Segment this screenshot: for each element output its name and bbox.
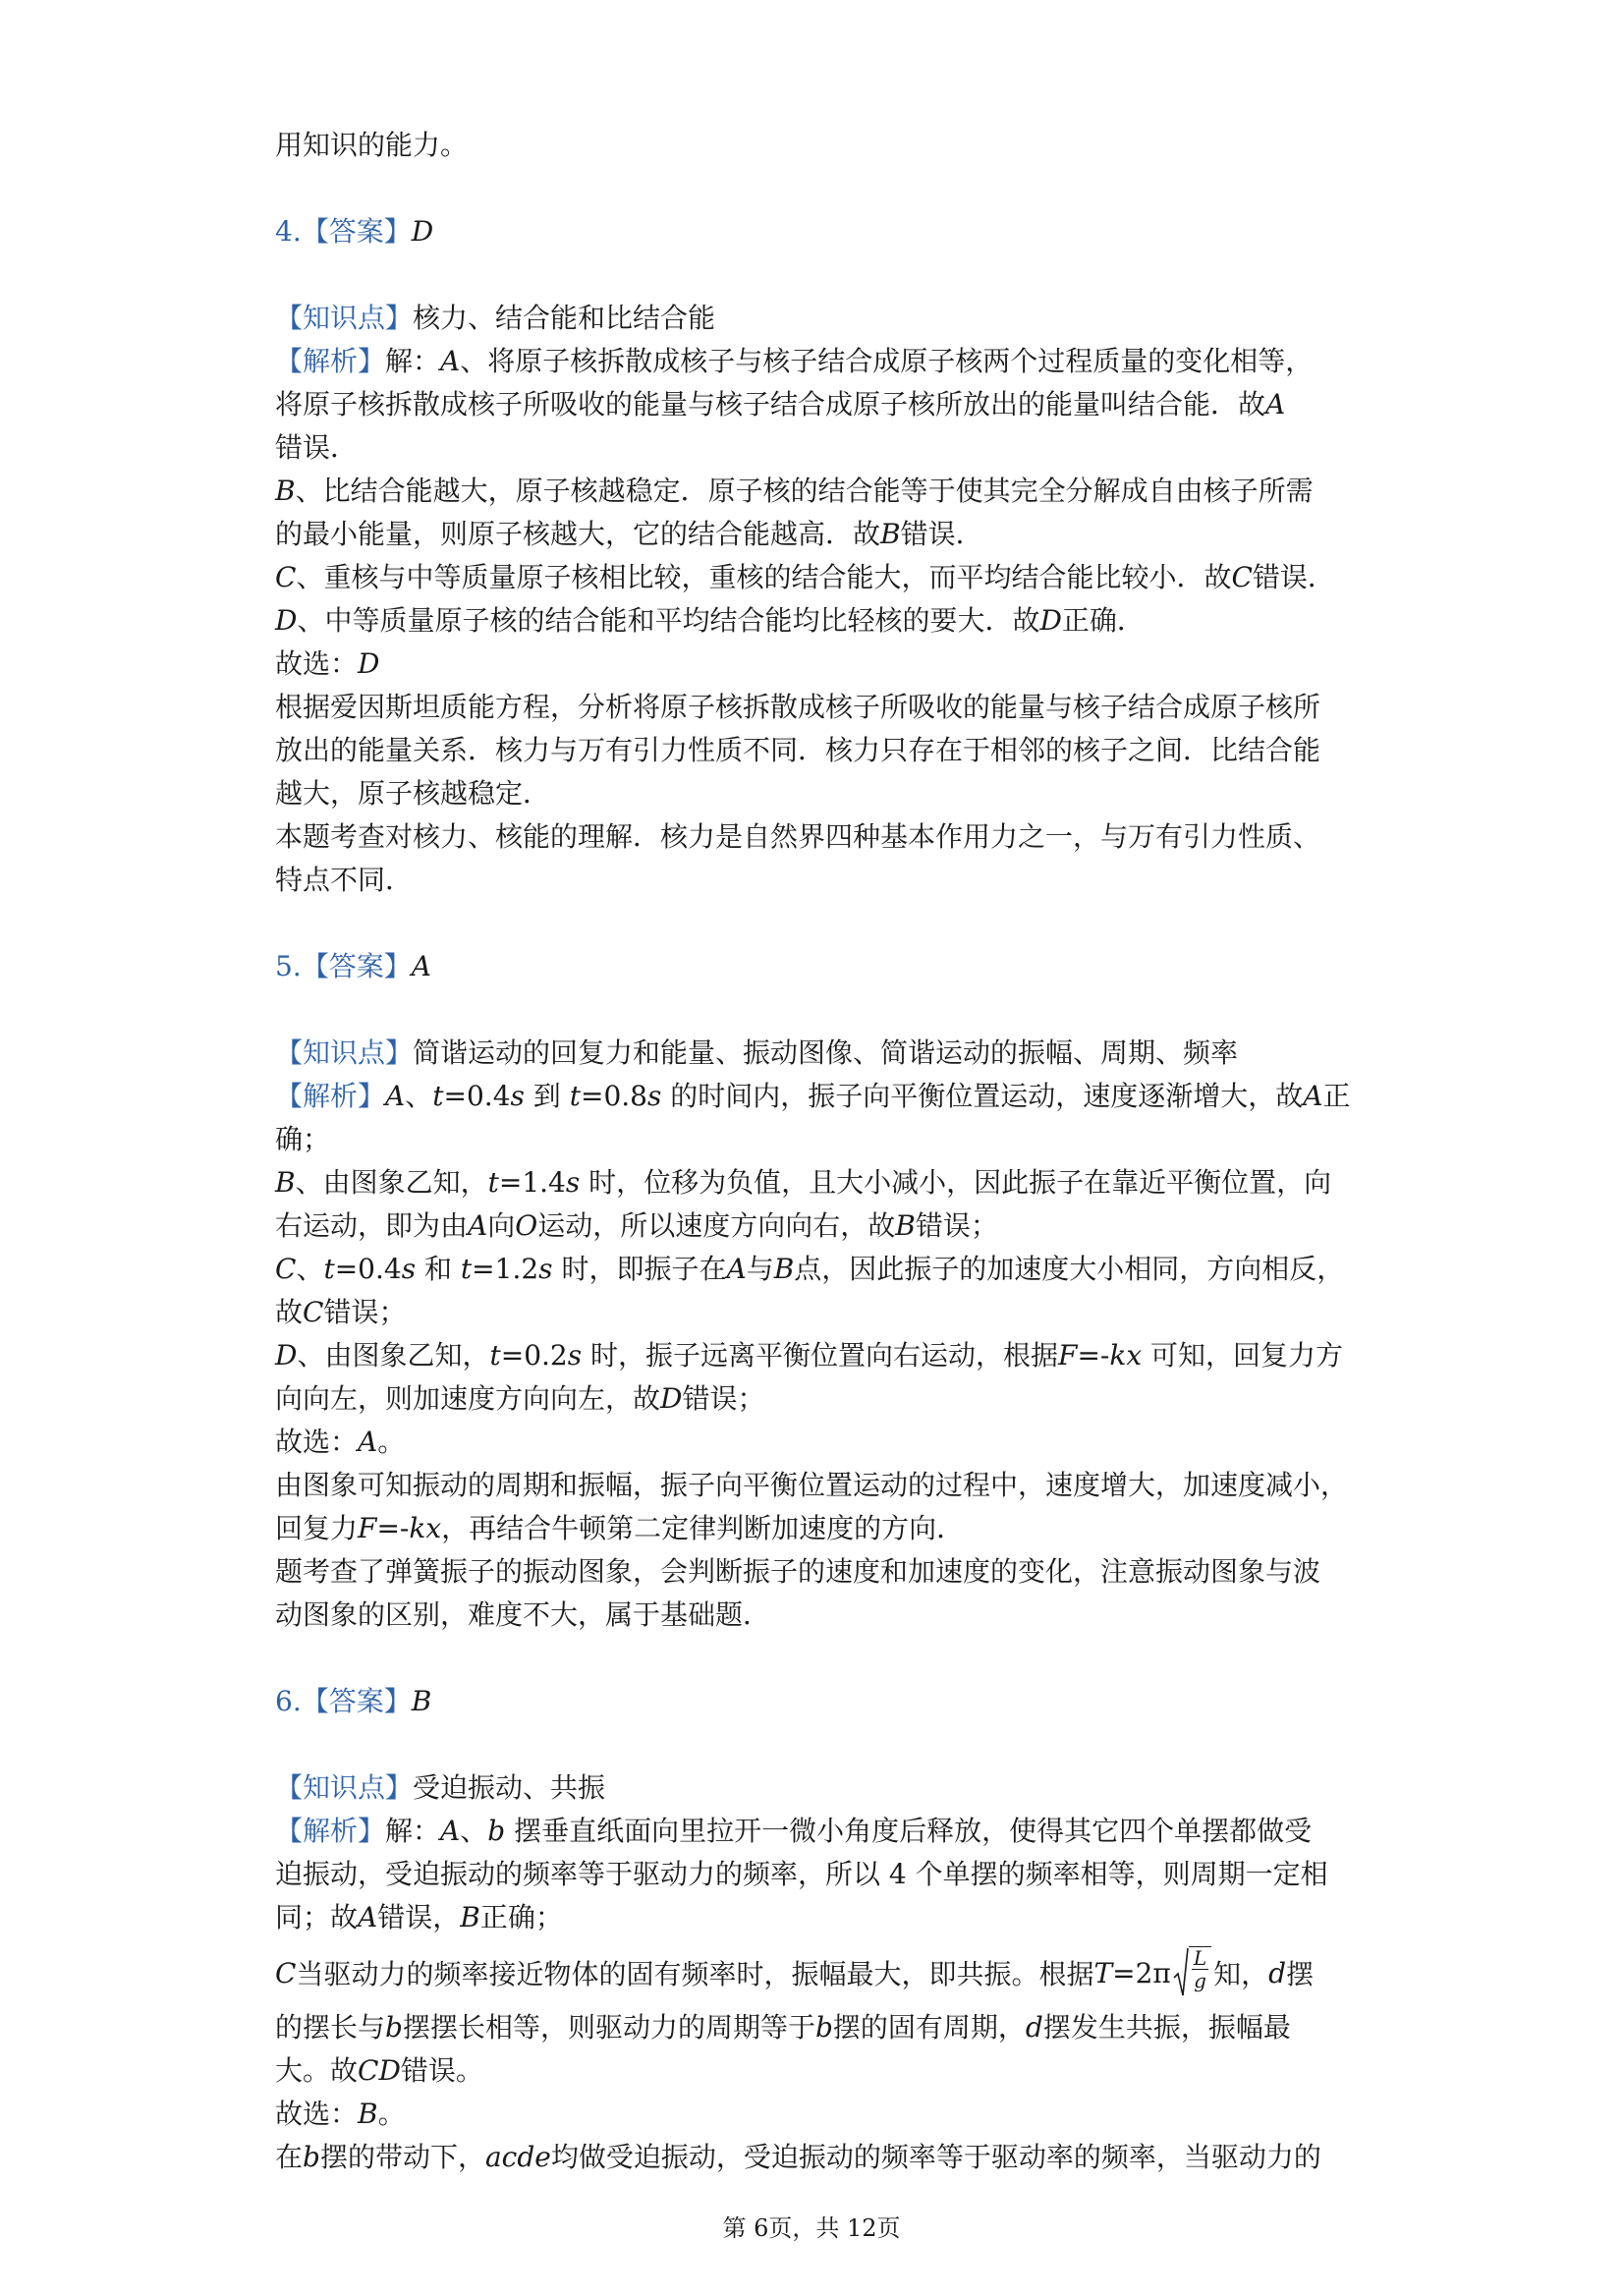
square-root — [1173, 1946, 1211, 1999]
symbol: s — [567, 1339, 583, 1372]
text: 的摆长与 — [275, 2011, 386, 2044]
text-line — [275, 513, 1366, 556]
text-line — [275, 426, 1366, 470]
knowledge-point-4 — [275, 297, 1366, 340]
text-line — [275, 1334, 1366, 1377]
answer-value: B — [411, 1685, 432, 1717]
analysis-label: 【解析】 — [275, 1080, 386, 1112]
symbol: b — [303, 2141, 320, 2173]
text: 、比结合能越大，原子核越稳定．原子核的结合能等于使其完全分解成自由核子所需 — [295, 475, 1314, 507]
knowledge-text: 简谐运动的回复力和能量、振动图像、简谐运动的振幅、周期、频率 — [413, 1036, 1239, 1069]
symbol: b — [814, 2011, 833, 2044]
symbol: kx — [409, 1512, 442, 1544]
text: 解： — [385, 1815, 441, 1847]
text: 点，因此振子的加速度大小相同，方向相反， — [794, 1253, 1345, 1285]
analysis-line — [275, 1810, 1366, 1853]
text: 时，振子远离平衡位置向右运动，根据 — [582, 1339, 1059, 1372]
text: ，再结合牛顿第二定律判断加速度的方向． — [441, 1512, 965, 1544]
text-line — [275, 2136, 1366, 2179]
text: =0.4 — [334, 1253, 402, 1285]
text: 用知识的能力。 — [275, 129, 469, 161]
symbol: t — [569, 1080, 581, 1112]
symbol: T — [1093, 1956, 1113, 1989]
symbol: D — [1039, 604, 1062, 637]
text: 越大，原子核越稳定． — [275, 777, 551, 810]
text: 运动，所以速度方向向右，故 — [537, 1209, 896, 1242]
knowledge-point-6 — [275, 1766, 1366, 1810]
text: 时，即振子在 — [552, 1253, 727, 1285]
symbol: acde — [484, 2141, 551, 2173]
text: =1.2 — [472, 1253, 539, 1285]
text: 故选： — [275, 647, 359, 680]
text-line — [275, 1204, 1366, 1248]
symbol: B — [895, 1209, 916, 1242]
text: 解： — [385, 345, 441, 377]
text: 正确． — [1061, 604, 1145, 637]
symbol: D — [275, 604, 298, 637]
symbol: A — [358, 1901, 378, 1933]
text-line — [275, 1377, 1366, 1421]
text: 错误． — [1252, 561, 1335, 593]
symbol: B — [275, 1166, 296, 1199]
text: =- — [1077, 1339, 1110, 1372]
symbol: F — [358, 1512, 377, 1544]
text: 回复力 — [275, 1512, 359, 1544]
text-line — [275, 1248, 1366, 1291]
text: 时，位移为负值，且大小减小，因此振子在靠近平衡位置，向 — [580, 1166, 1332, 1199]
text: 的最小能量，则原子核越大，它的结合能越高．故 — [275, 518, 881, 550]
symbol: A — [385, 1080, 406, 1112]
text: 向向左，则加速度方向向左，故 — [275, 1382, 661, 1415]
text: 大。故 — [275, 2054, 359, 2087]
text-line — [275, 556, 1366, 599]
symbol: C — [1231, 561, 1253, 593]
text: 、重核与中等质量原子核相比较，重核的结合能大，而平均结合能比较小．故 — [296, 561, 1232, 593]
text: 。 — [377, 1426, 406, 1458]
text: 错误． — [900, 518, 983, 550]
symbol: A — [726, 1253, 747, 1285]
answer-heading-6 — [275, 1680, 1366, 1723]
text-line — [275, 1853, 1366, 1896]
symbol: A — [1303, 1080, 1323, 1112]
fraction — [1189, 1946, 1211, 1999]
knowledge-point-5 — [275, 1032, 1366, 1075]
text: 在 — [275, 2141, 304, 2173]
text: 摆垂直纸面向里拉开一微小角度后释放，使得其它四个单摆都做受 — [505, 1815, 1313, 1847]
text: 向 — [487, 1209, 516, 1242]
symbol: F — [1058, 1339, 1078, 1372]
text: 错误。 — [400, 2054, 483, 2087]
symbol: O — [515, 1209, 538, 1242]
symbol: D — [660, 1382, 683, 1415]
text-line — [275, 729, 1366, 772]
analysis-line — [275, 340, 1366, 383]
text: 根据爱因斯坦质能方程，分析将原子核拆散成核子所吸收的能量与核子结合成原子核所 — [275, 691, 1321, 723]
symbol: kx — [1109, 1339, 1143, 1372]
text: 故选： — [275, 1426, 359, 1458]
symbol: CD — [358, 2054, 401, 2087]
symbol: d — [1268, 1956, 1287, 1989]
text: 错误； — [682, 1382, 765, 1415]
text-line — [275, 1550, 1366, 1594]
text: =0.2 — [500, 1339, 568, 1372]
symbol: t — [323, 1253, 335, 1285]
knowledge-label: 【知识点】 — [275, 1036, 414, 1069]
text-line — [275, 686, 1366, 729]
text-line — [275, 859, 1366, 902]
denominator: g — [1194, 1969, 1206, 1992]
symbol: B — [880, 518, 901, 550]
knowledge-text: 受迫振动、共振 — [413, 1771, 606, 1804]
answer-value: D — [411, 215, 434, 248]
analysis-line — [275, 1075, 1366, 1118]
symbol: C — [303, 1296, 324, 1328]
symbol: A — [440, 345, 461, 377]
text: 、中等质量原子核的结合能和平均结合能均比轻核的要大．故 — [297, 604, 1040, 637]
symbol: s — [646, 1080, 662, 1112]
text: 和 — [416, 1253, 461, 1285]
text-line — [275, 1464, 1366, 1507]
text: 与 — [746, 1253, 774, 1285]
symbol: C — [275, 1956, 297, 1989]
answer-label: 【答案】 — [301, 950, 412, 982]
text-line — [275, 815, 1366, 859]
text: 迫振动，受迫振动的频率等于驱动力的频率，所以 4 个单摆的频率相等，则周期一定相 — [275, 1858, 1328, 1890]
text: 、 — [296, 1253, 324, 1285]
text: 确； — [275, 1123, 331, 1155]
symbol: B — [460, 1901, 480, 1933]
text: =0.8 — [580, 1080, 647, 1112]
analysis-label: 【解析】 — [275, 1815, 386, 1847]
answer-heading-5 — [275, 945, 1366, 988]
answer-value: A — [411, 950, 431, 982]
text: 特点不同． — [275, 864, 414, 896]
symbol: d — [1025, 2011, 1043, 2044]
radical-sign-icon — [1173, 1946, 1189, 1999]
symbol: C — [275, 561, 297, 593]
text: 、 — [460, 1815, 488, 1847]
symbol: t — [487, 1166, 499, 1199]
text: 知， — [1213, 1958, 1269, 1990]
text: =2π — [1112, 1956, 1171, 1989]
text: 错误． — [275, 431, 359, 464]
symbol: s — [401, 1253, 417, 1285]
symbol: s — [510, 1080, 525, 1112]
symbol: B — [773, 1253, 795, 1285]
symbol: t — [489, 1339, 501, 1372]
text: 故选： — [275, 2098, 359, 2130]
text: 摆发生共振，振幅最 — [1042, 2011, 1291, 2044]
text-line — [275, 1594, 1366, 1637]
text: 本题考查对核力、核能的理解．核力是自然界四种基本作用力之一，与万有引力性质、 — [275, 820, 1321, 853]
text-line — [275, 470, 1366, 513]
text-line — [275, 2093, 1366, 2136]
text-line — [275, 772, 1366, 815]
text: 错误； — [915, 1209, 998, 1242]
text: 。 — [377, 2098, 406, 2130]
text: 右运动，即为由 — [275, 1209, 469, 1242]
symbol: t — [432, 1080, 444, 1112]
text: =1.4 — [498, 1166, 566, 1199]
text-line — [275, 2049, 1366, 2093]
text-line — [275, 1161, 1366, 1204]
symbol: A — [440, 1815, 461, 1847]
text: 放出的能量关系．核力与万有引力性质不同．核力只存在于相邻的核子之间．比结合能 — [275, 734, 1321, 766]
symbol: B — [358, 2098, 378, 2130]
text: 由图象可知振动的周期和振幅，振子向平衡位置运动的过程中，速度增大，加速度减小， — [275, 1469, 1349, 1501]
text: 动图象的区别，难度不大，属于基础题． — [275, 1598, 771, 1631]
text: 的时间内，振子向平衡位置运动，速度逐渐增大，故 — [661, 1080, 1304, 1112]
text-line — [275, 2006, 1366, 2049]
text: =- — [376, 1512, 410, 1544]
question-number: 5. — [275, 950, 302, 982]
knowledge-text: 核力、结合能和比结合能 — [413, 302, 716, 334]
text-line — [275, 1507, 1366, 1550]
page-footer: 第 6页，共 12页 — [722, 2214, 901, 2242]
text-line — [275, 1896, 1366, 1939]
text-line — [275, 643, 1366, 686]
text: 、将原子核拆散成核子与核子结合成原子核两个过程质量的变化相等， — [460, 345, 1314, 377]
numerator: L — [1193, 1946, 1207, 1970]
symbol: D — [358, 647, 380, 680]
symbol: A — [358, 1426, 378, 1458]
text: 题考查了弹簧振子的振动图象，会判断振子的速度和加速度的变化，注意振动图象与波 — [275, 1555, 1321, 1588]
text: 到 — [524, 1080, 570, 1112]
question-number: 6. — [275, 1685, 302, 1717]
answer-heading-4 — [275, 210, 1366, 253]
text: 均做受迫振动，受迫振动的频率等于驱动率的频率，当驱动力的 — [550, 2141, 1321, 2173]
text-line — [275, 124, 1366, 167]
text-line — [275, 1291, 1366, 1334]
symbol: A — [1265, 388, 1286, 420]
text: 、由图象乙知， — [295, 1166, 488, 1199]
text: 摆 — [1286, 1958, 1315, 1990]
text: 摆的带动下， — [319, 2141, 485, 2173]
text: 、 — [405, 1080, 433, 1112]
symbol: s — [538, 1253, 553, 1285]
text: 、由图象乙知， — [297, 1339, 490, 1372]
formula-line — [275, 1939, 1366, 2006]
analysis-label: 【解析】 — [275, 345, 386, 377]
symbol: s — [565, 1166, 581, 1199]
text: 摆摆长相等，则驱动力的周期等于 — [402, 2011, 815, 2044]
symbol: B — [275, 475, 296, 507]
symbol: t — [460, 1253, 473, 1285]
text: 错误； — [323, 1296, 407, 1328]
symbol: b — [385, 2011, 403, 2044]
answer-label: 【答案】 — [301, 1685, 412, 1717]
text-line — [275, 383, 1366, 426]
knowledge-label: 【知识点】 — [275, 1771, 414, 1804]
question-number: 4. — [275, 215, 302, 248]
symbol: D — [275, 1339, 298, 1372]
text-line — [275, 1421, 1366, 1464]
text-line — [275, 1118, 1366, 1161]
text: 错误， — [377, 1901, 461, 1933]
knowledge-label: 【知识点】 — [275, 302, 414, 334]
text: 当驱动力的频率接近物体的固有频率时，振幅最大，即共振。根据 — [296, 1958, 1094, 1990]
answer-label: 【答案】 — [301, 215, 412, 248]
symbol: A — [468, 1209, 488, 1242]
text: 将原子核拆散成核子所吸收的能量与核子结合成原子核所放出的能量叫结合能．故 — [275, 388, 1266, 420]
page-content — [275, 124, 1366, 2179]
text: =0.4 — [443, 1080, 511, 1112]
text-line — [275, 599, 1366, 643]
text: 摆的固有周期， — [832, 2011, 1026, 2044]
text: 正 — [1322, 1080, 1351, 1112]
symbol: C — [275, 1253, 297, 1285]
text: 正确； — [479, 1901, 563, 1933]
text: 可知，回复力方 — [1142, 1339, 1344, 1372]
text: 同；故 — [275, 1901, 359, 1933]
text: 故 — [275, 1296, 304, 1328]
symbol: b — [487, 1815, 506, 1847]
